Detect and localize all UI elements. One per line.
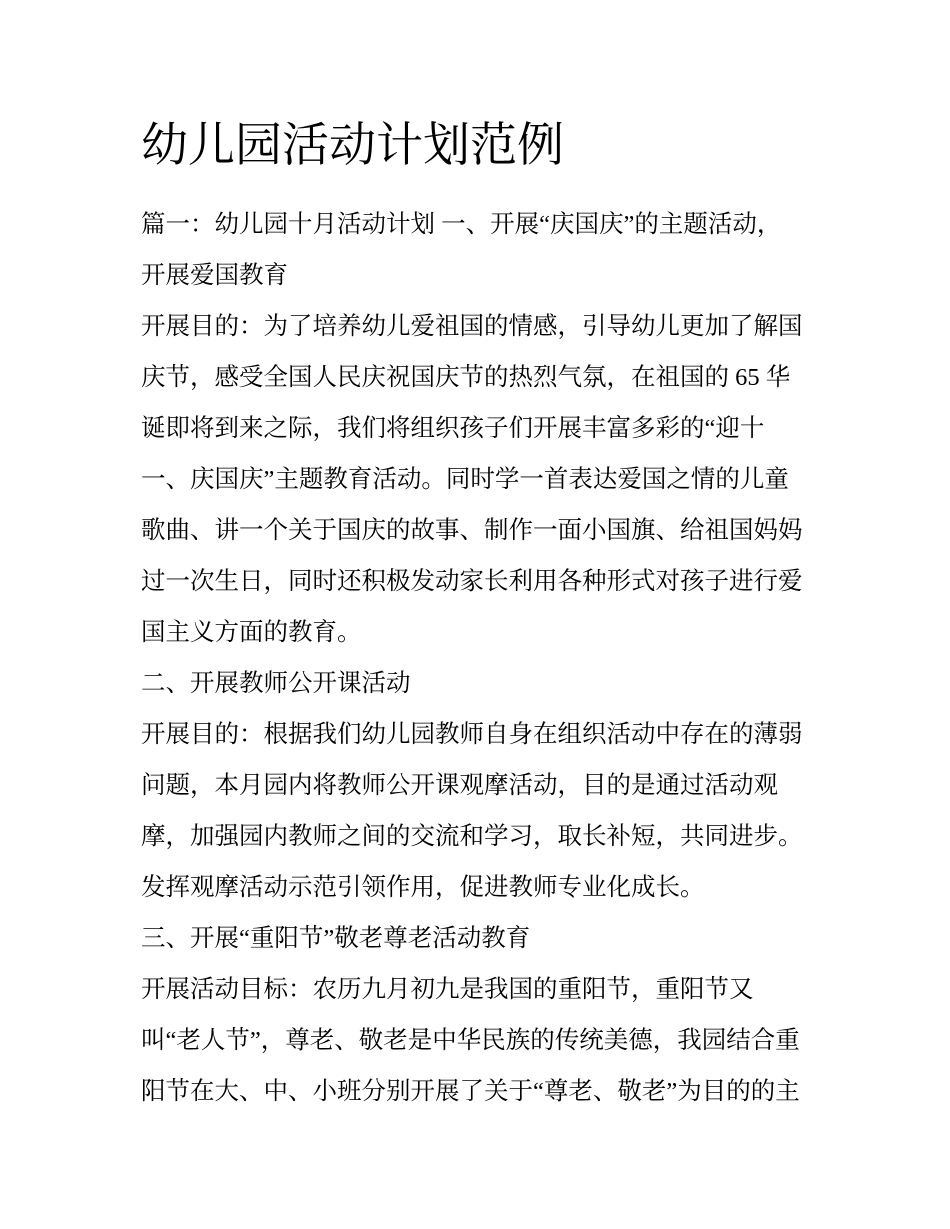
text-line: 摩，加强园内教师之间的交流和学习，取长补短，共同进步。 (141, 823, 803, 850)
text-line: 篇一：幼儿园十月活动计划 一、开展“庆国庆”的主题活动， (141, 211, 782, 238)
text-line: 问题，本月园内将教师公开课观摩活动，目的是通过活动观 (141, 772, 778, 799)
text-line: 开展活动目标：农历九月初九是我国的重阳节，重阳节又 (141, 976, 754, 1003)
text-line: 开展爱国教育 (141, 262, 288, 289)
text-line: 一、庆国庆”主题教育活动。同时学一首表达爱国之情的儿童 (141, 466, 789, 493)
text-line: 歌曲、讲一个关于国庆的故事、制作一面小国旗、给祖国妈妈 (141, 517, 803, 544)
text-line: 阳节在大、中、小班分别开展了关于“尊老、敬老”为目的的主 (141, 1078, 800, 1105)
text-line: 叫“老人节”，尊老、敬老是中华民族的传统美德，我园结合重 (141, 1027, 800, 1054)
section-heading: 二、开展教师公开课活动 (141, 670, 411, 697)
text-line: 过一次生日，同时还积极发动家长利用各种形式对孩子进行爱 (141, 568, 803, 595)
text-line: 发挥观摩活动示范引领作用，促进教师专业化成长。 (141, 874, 705, 901)
section-heading: 三、开展“重阳节”敬老尊老活动教育 (141, 925, 531, 952)
text-line: 国主义方面的教育。 (141, 619, 362, 646)
text-line: 诞即将到来之际，我们将组织孩子们开展丰富多彩的“迎十 (141, 415, 765, 442)
text-line: 庆节，感受全国人民庆祝国庆节的热烈气氛，在祖国的 65 华 (141, 364, 791, 391)
document-body (141, 199, 821, 1117)
text-line: 开展目的：为了培养幼儿爱祖国的情感，引导幼儿更加了解国 (141, 313, 803, 340)
text-line: 开展目的：根据我们幼儿园教师自身在组织活动中存在的薄弱 (141, 721, 803, 748)
document-title: 幼儿园活动计划范例 (141, 120, 564, 172)
